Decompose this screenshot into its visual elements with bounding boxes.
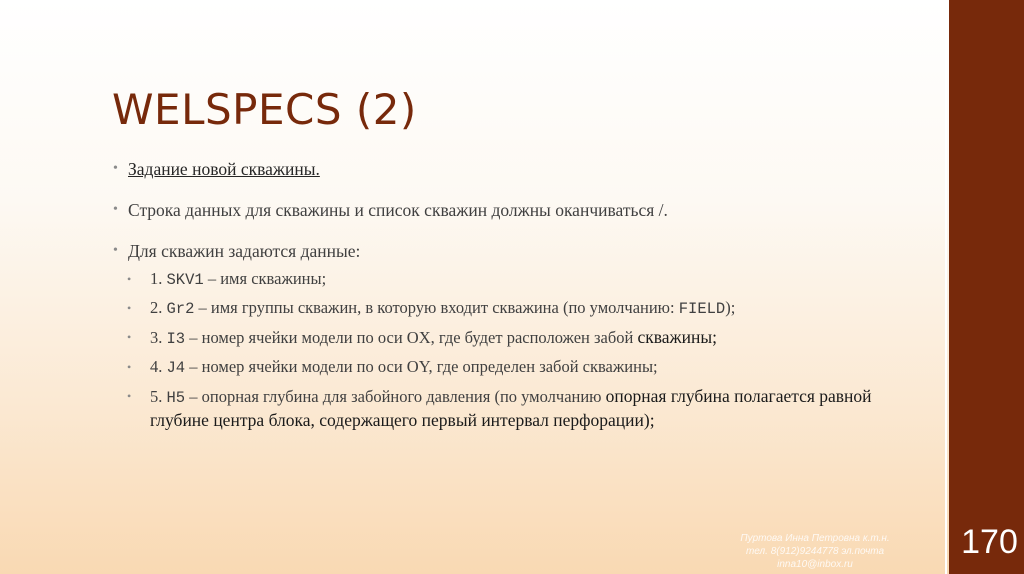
item-code: I3 xyxy=(166,330,186,348)
bullet-text: Строка данных для скважины и список скважин должны оканчиваться /. xyxy=(128,200,668,220)
bullet-text: Для скважин задаются данные: xyxy=(128,241,361,261)
sidebar-divider xyxy=(945,0,947,574)
bullet-dot-icon: • xyxy=(113,202,118,217)
slide-content xyxy=(113,158,923,432)
item-number: 3. xyxy=(150,328,163,347)
bullet-new-well xyxy=(113,158,923,180)
item-code: SKV1 xyxy=(166,271,204,289)
bullet-data-line xyxy=(113,199,923,221)
item-text: – номер ячейки модели по оси OY, где определен забой скважины; xyxy=(185,357,658,376)
item-text: опорная глубина полагается равной глубине центра блока, содержащего первый интервал перфорации); xyxy=(150,386,872,430)
bullet-text: Задание новой скважины. xyxy=(128,159,320,179)
item-text: – имя скважины; xyxy=(203,269,327,288)
list-item xyxy=(127,385,923,432)
list-item xyxy=(127,268,923,291)
item-text: скважины; xyxy=(637,327,717,347)
item-number: 2. xyxy=(150,298,163,317)
sub-list xyxy=(113,268,923,432)
item-text: – опорная глубина для забойного давления (по умолчанию xyxy=(185,387,606,406)
slide-title: WELSPECS (2) xyxy=(112,85,417,134)
item-text: – номер ячейки модели по оси OX, где будет расположен забой xyxy=(185,328,638,347)
item-text: – имя группы скважин, в которую входит скважина (по умолчанию: xyxy=(194,298,679,317)
sidebar-band xyxy=(949,0,1024,574)
item-text: ); xyxy=(725,298,736,317)
bullet-well-data xyxy=(113,240,923,262)
bullet-dot-icon: • xyxy=(113,243,118,258)
item-code: Gr2 xyxy=(166,300,195,318)
bullet-dot-icon: • xyxy=(127,389,132,403)
item-code: H5 xyxy=(166,389,186,407)
bullet-dot-icon: • xyxy=(113,161,118,176)
bullet-dot-icon: • xyxy=(127,330,132,344)
item-code: FIELD xyxy=(678,300,726,318)
bullet-dot-icon: • xyxy=(127,360,132,374)
author-footer xyxy=(700,532,930,571)
item-number: 4. xyxy=(150,357,163,376)
item-number: 5. xyxy=(150,387,163,406)
footer-line: inna10@inbox.ru xyxy=(777,559,853,570)
list-item xyxy=(127,356,923,379)
bullet-dot-icon: • xyxy=(127,301,132,315)
footer-line: тел. 8(912)9244778 эл.почта xyxy=(745,546,885,557)
list-item xyxy=(127,297,923,320)
list-item xyxy=(127,326,923,350)
item-code: J4 xyxy=(166,359,186,377)
bullet-dot-icon: • xyxy=(127,272,132,286)
item-number: 1. xyxy=(150,269,163,288)
footer-line: Пуртова Инна Петровна к.т.н. xyxy=(740,533,890,544)
page-number: 170 xyxy=(961,523,1018,561)
